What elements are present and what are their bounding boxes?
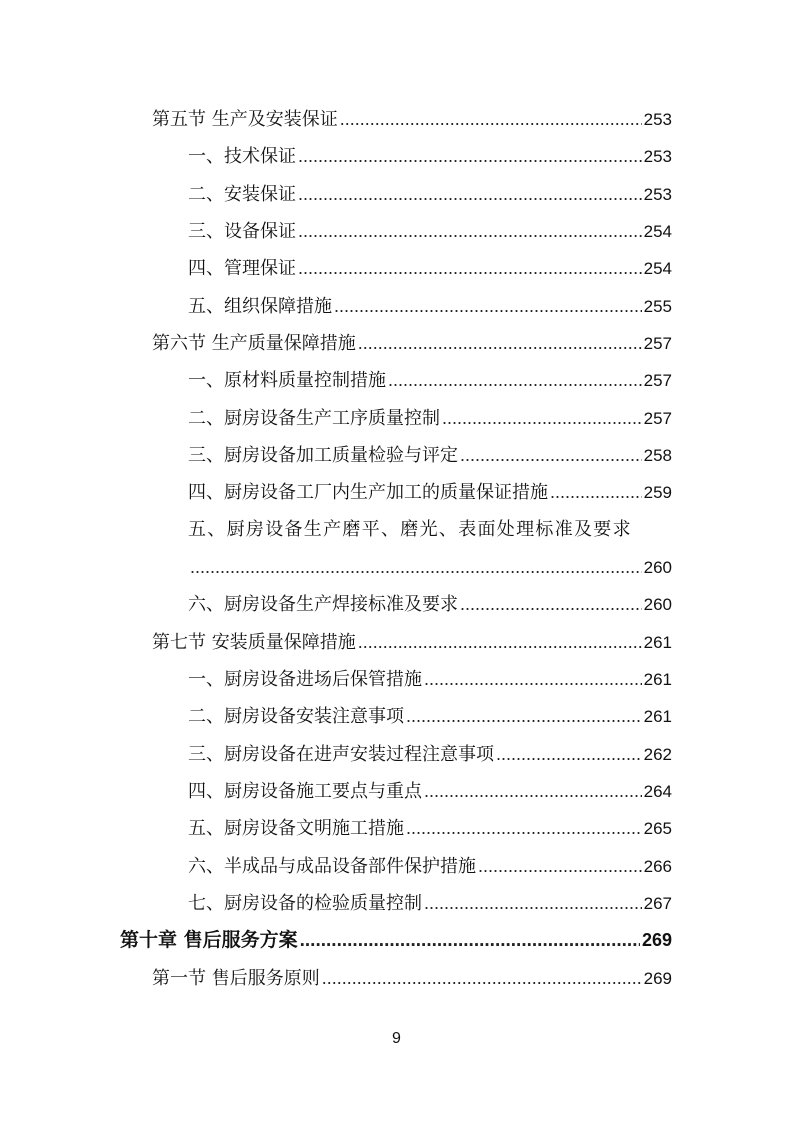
toc-label: 四、管理保证	[188, 258, 296, 279]
toc-entry[interactable]	[188, 177, 672, 211]
toc-leader-dots	[442, 401, 642, 435]
toc-page-number: 260	[643, 595, 672, 614]
toc-page-number: 262	[643, 745, 672, 764]
toc-label: 三、厨房设备加工质量检验与评定	[188, 445, 458, 466]
toc-leader-dots	[340, 102, 642, 136]
toc-label: 三、设备保证	[188, 221, 296, 242]
toc-leader-dots	[298, 139, 642, 173]
toc-page-number: 253	[643, 147, 672, 166]
toc-label: 第六节 生产质量保障措施	[152, 333, 356, 354]
toc-label: 六、半成品与成品设备部件保护措施	[188, 856, 476, 877]
toc-page-number: 255	[643, 297, 672, 316]
toc-leader-dots	[298, 251, 642, 285]
toc-entry[interactable]	[188, 289, 672, 323]
toc-leader-dots	[424, 886, 642, 920]
toc-chapter-entry[interactable]	[120, 923, 672, 957]
toc-leader-dots	[388, 363, 642, 397]
toc-entry[interactable]	[152, 102, 672, 136]
toc-page-number: 260	[643, 558, 672, 577]
toc-page-number: 257	[643, 371, 672, 390]
toc-entry[interactable]	[188, 139, 672, 173]
page-number: 9	[392, 1030, 401, 1047]
toc-label: 二、厨房设备安装注意事项	[188, 706, 404, 727]
toc-label: 一、技术保证	[188, 146, 296, 167]
toc-entry[interactable]	[188, 662, 672, 696]
toc-page-number: 253	[643, 110, 672, 129]
toc-page-number: 269	[641, 930, 672, 950]
toc-page-number: 265	[643, 819, 672, 838]
toc-leader-dots	[406, 699, 642, 733]
toc-leader-dots	[460, 438, 642, 472]
toc-leader-dots	[298, 177, 642, 211]
toc-page-number: 269	[643, 969, 672, 988]
toc-leader-dots	[298, 214, 642, 248]
toc-label: 一、原材料质量控制措施	[188, 370, 386, 391]
toc-leader-dots	[358, 625, 642, 659]
toc-page-number: 253	[643, 185, 672, 204]
toc-page-number: 267	[643, 894, 672, 913]
toc-label: 第十章 售后服务方案	[120, 929, 298, 951]
toc-entry[interactable]	[188, 886, 672, 920]
toc-leader-dots	[190, 550, 642, 584]
toc-label: 一、厨房设备进场后保管措施	[188, 669, 422, 690]
toc-label: 四、厨房设备施工要点与重点	[188, 781, 422, 802]
toc-label: 五、厨房设备文明施工措施	[188, 818, 404, 839]
toc-entry[interactable]	[152, 625, 672, 659]
toc-entry[interactable]	[188, 251, 672, 285]
toc-entry[interactable]	[188, 214, 672, 248]
toc-entry[interactable]	[188, 849, 672, 883]
toc-entry[interactable]	[188, 699, 672, 733]
toc-entry[interactable]	[188, 438, 672, 472]
toc-entry[interactable]	[188, 401, 672, 435]
toc-page-number: 254	[643, 259, 672, 278]
toc-leader-dots	[322, 961, 642, 995]
toc-leader-dots	[334, 289, 642, 323]
toc-entry[interactable]	[188, 774, 672, 808]
toc-entry[interactable]	[152, 326, 672, 360]
toc-leader-dots	[424, 774, 642, 808]
toc-leader-dots	[478, 849, 642, 883]
toc-page-number: 261	[643, 670, 672, 689]
toc-page-number: 264	[643, 782, 672, 801]
toc-page-number: 257	[643, 409, 672, 428]
toc-label: 七、厨房设备的检验质量控制	[188, 893, 422, 914]
toc-leader-dots	[550, 475, 642, 509]
toc-leader-dots	[496, 737, 642, 771]
toc-page-number: 261	[643, 707, 672, 726]
toc-page-number: 261	[643, 633, 672, 652]
toc-entry[interactable]	[188, 811, 672, 845]
toc-page-number: 259	[643, 483, 672, 502]
toc-page-number: 258	[643, 446, 672, 465]
toc-label: 第七节 安装质量保障措施	[152, 632, 356, 653]
toc-page-number: 257	[643, 334, 672, 353]
toc-entry[interactable]	[188, 587, 672, 621]
toc-entry[interactable]	[152, 961, 672, 995]
toc-entry[interactable]	[188, 363, 672, 397]
toc-entry[interactable]	[188, 475, 672, 509]
toc-leader-dots	[460, 587, 642, 621]
toc-leader-dots	[406, 811, 642, 845]
toc-label: 第五节 生产及安装保证	[152, 109, 338, 130]
toc-entry-continuation[interactable]	[188, 550, 672, 584]
toc-leader-dots	[424, 662, 642, 696]
toc-label: 三、厨房设备在进声安装过程注意事项	[188, 744, 494, 765]
toc-label: 六、厨房设备生产焊接标准及要求	[188, 594, 458, 615]
toc-page-number: 254	[643, 222, 672, 241]
toc-label: 第一节 售后服务原则	[152, 968, 320, 989]
toc-label: 二、厨房设备生产工序质量控制	[188, 408, 440, 429]
toc-label: 四、厨房设备工厂内生产加工的质量保证措施	[188, 482, 548, 503]
toc-leader-dots	[300, 924, 640, 958]
toc-label: 五、组织保障措施	[188, 296, 332, 317]
toc-entry[interactable]	[188, 737, 672, 771]
toc-label-wrapped[interactable]: 五、厨房设备生产磨平、磨光、表面处理标准及要求	[188, 519, 632, 540]
toc-leader-dots	[358, 326, 642, 360]
toc-label: 二、安装保证	[188, 184, 296, 205]
toc-page-number: 266	[643, 857, 672, 876]
